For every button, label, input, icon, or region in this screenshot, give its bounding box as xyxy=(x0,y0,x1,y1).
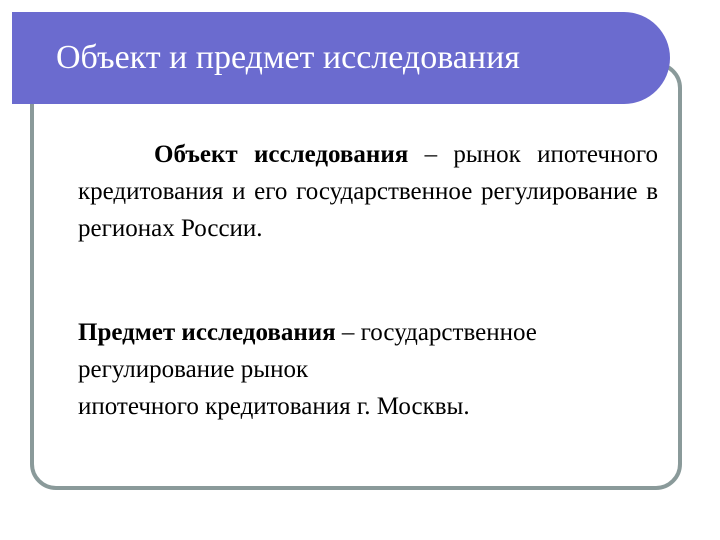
title-bar xyxy=(12,12,670,104)
title-underline xyxy=(56,106,648,108)
subject-line-1 xyxy=(78,314,688,351)
subject-term: Предмет исследования xyxy=(78,319,336,346)
subject-line-2: регулирование рынок xyxy=(78,356,309,383)
content-frame xyxy=(30,62,682,490)
object-text: – рынок ипотечного кредитования и его государственное регулирование в регионах России. xyxy=(78,141,658,242)
subject-paragraph xyxy=(78,314,688,425)
subject-line-1-text: – государственное xyxy=(335,319,537,346)
object-paragraph xyxy=(78,136,658,247)
object-term: Объект исследования xyxy=(154,141,409,168)
slide-title: Объект и предмет исследования xyxy=(56,39,520,76)
subject-line-3: ипотечного кредитования г. Москвы. xyxy=(78,393,470,420)
